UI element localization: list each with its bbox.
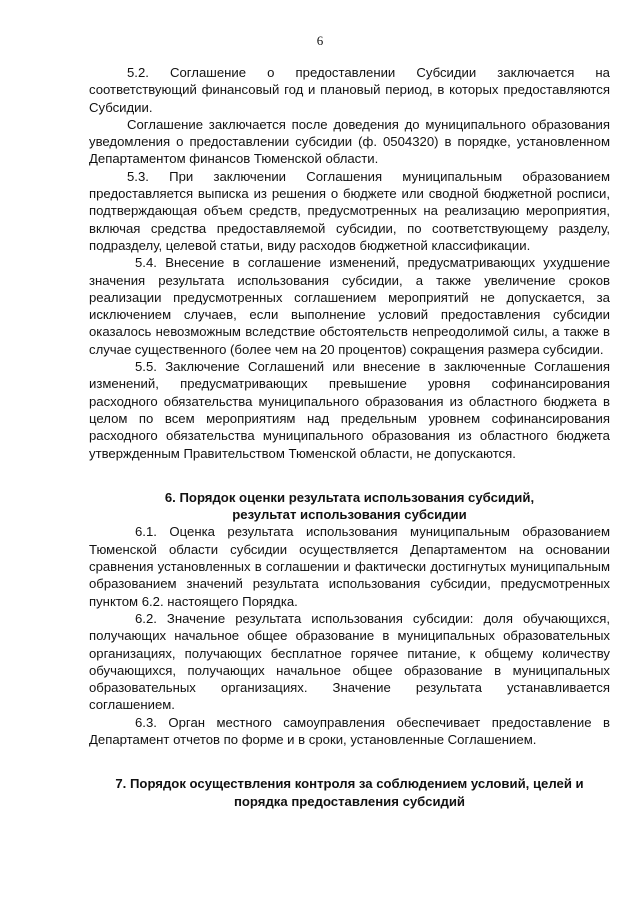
section-7-title-line-1: 7. Порядок осуществления контроля за соблюдением условий, целей и [115, 776, 584, 792]
section-6-title-line-1: 6. Порядок оценки результата использования субсидий, [164, 489, 535, 505]
section-6-title-line-2: результат использования субсидии [232, 507, 467, 523]
paragraph-6-3: 6.3. Орган местного самоуправления обеспечивает предоставление в Департамент отчетов по форме и в сроки, установленные Соглашением. [89, 714, 610, 747]
document-body [89, 64, 610, 810]
paragraph-5-4: 5.4. Внесение в соглашение изменений, предусматривающих ухудшение значения результата использования субсидии, а также увеличение сроков реализации предусмотренных соглашением мероприятий не допускается, за исключением случаев, если выполнение условий предоставления субсидии оказалось невозможным вследствие обстоятельств непреодолимой силы, а также в случае существенного (более чем на 20 процентов) сокращения размера субсидии. [89, 255, 610, 357]
section-6-title [89, 489, 610, 524]
section-spacer [89, 462, 610, 489]
section-7-title-line-2: порядка предоставления субсидий [233, 793, 466, 809]
section-spacer [89, 748, 610, 775]
paragraph-5-2: 5.2. Соглашение о предоставлении Субсидии заключается на соответствующий финансовый год и плановый период, в которых предоставляются Субсидии. [89, 65, 610, 115]
paragraph-5-5: 5.5. Заключение Соглашений или внесение в заключенные Соглашения изменений, предусматривающих превышение уровня софинансирования расходного обязательства муниципального образования из областного бюджета в целом по всем мероприятиям над предельным уровнем софинансирования расходного обязательства муниципального образования из областного бюджета утвержденным Правительством Тюменской области, не допускаются. [89, 359, 610, 461]
page-number: 6 [316, 33, 324, 48]
paragraph-6-2: 6.2. Значение результата использования субсидии: доля обучающихся, получающих начальное общее образование в муниципальных образовательных организациях, получающих бесплатное горячее питание, к общему количеству обучающихся, получающих начальное общее образование в муниципальных образовательных организациях. Значение результата устанавливается соглашением. [89, 610, 610, 713]
section-7-title [89, 775, 610, 810]
paragraph-6-1: 6.1. Оценка результата использования муниципальным образованием Тюменской области субсидии осуществляется Департаментом на основании сравнения установленных в соглашении и фактически достигнутых муниципальным образованием значений результата использования субсидии, предусмотренных пунктом 6.2. настоящего Порядка. [89, 524, 610, 609]
paragraph-5-3: 5.3. При заключении Соглашения муниципальным образованием предоставляется выписка из решения о бюджете или сводной бюджетной росписи, подтверждающая объем средств, предусмотренных на реализацию мероприятия, включая средства предоставляемой субсидии, по соответствующему разделу, подразделу, целевой статьи, виду расходов бюджетной классификации. [89, 168, 610, 253]
paragraph-agreement-conclusion: Соглашение заключается после доведения до муниципального образования уведомления о предоставлении субсидии (ф. 0504320) в порядке, установленном Департаментом финансов Тюменской области. [89, 116, 610, 167]
